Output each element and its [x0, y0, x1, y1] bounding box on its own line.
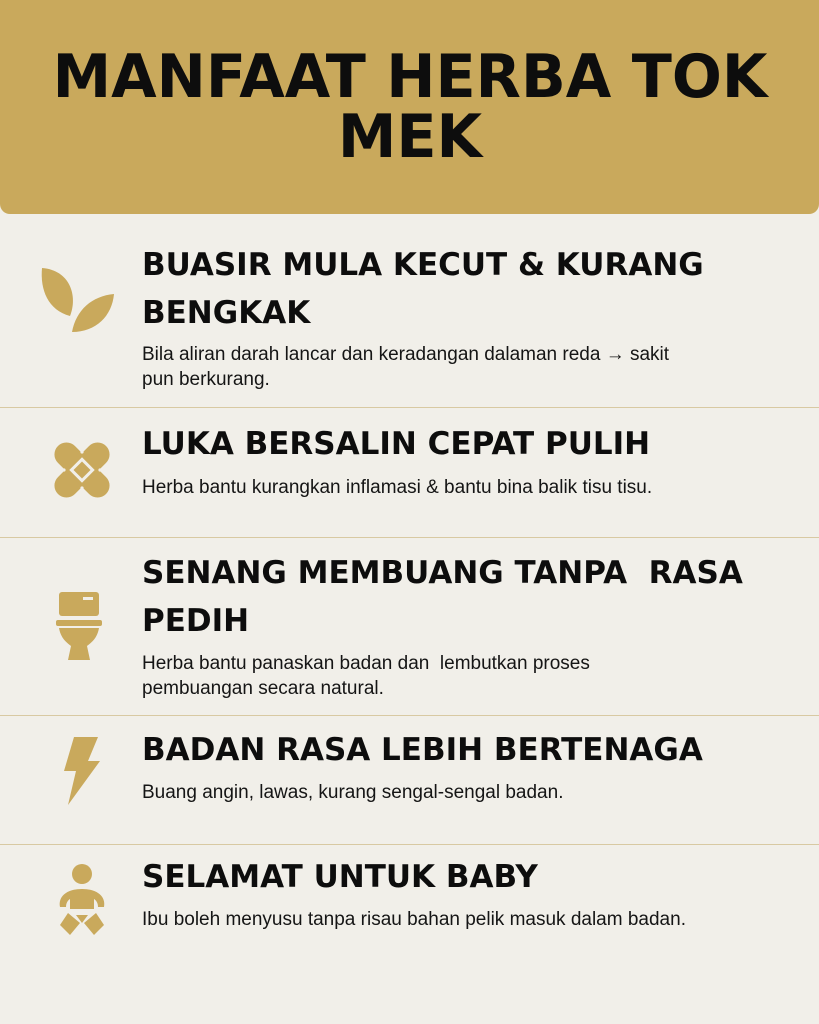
divider: [0, 537, 819, 538]
benefit-heading: BUASIR MULA KECUT & KURANG BENGKAK: [142, 247, 715, 331]
benefit-heading: SENANG MEMBUANG TANPA RASA PEDIH: [142, 555, 754, 639]
header-banner: [0, 0, 819, 214]
benefit-description: Herba bantu kurangkan inflamasi & bantu bina balik tisu tisu.: [142, 477, 653, 498]
toilet-icon: [55, 590, 103, 662]
benefit-description: Buang angin, lawas, kurang sengal-sengal badan.: [142, 782, 564, 803]
benefit-heading: LUKA BERSALIN CEPAT PULIH: [142, 426, 651, 462]
benefit-heading: BADAN RASA LEBIH BERTENAGA: [142, 732, 703, 768]
baby-icon: [54, 863, 110, 941]
leaves-icon: [40, 266, 116, 334]
divider: [0, 407, 819, 408]
benefit-description: Ibu boleh menyusu tanpa risau bahan pelik masuk dalam badan.: [142, 909, 686, 930]
benefit-description: Bila aliran darah lancar dan keradangan dalaman reda → sakit pun berkurang.: [142, 344, 675, 390]
benefit-description: Herba bantu panaskan badan dan lembutkan proses pembuangan secara natural.: [142, 653, 596, 699]
bandage-icon: [52, 440, 112, 500]
divider: [0, 844, 819, 845]
divider: [0, 715, 819, 716]
page-title: MANFAAT HERBA TOK MEK: [52, 42, 767, 172]
lightning-icon: [60, 737, 102, 807]
benefit-heading: SELAMAT UNTUK BABY: [142, 859, 538, 895]
